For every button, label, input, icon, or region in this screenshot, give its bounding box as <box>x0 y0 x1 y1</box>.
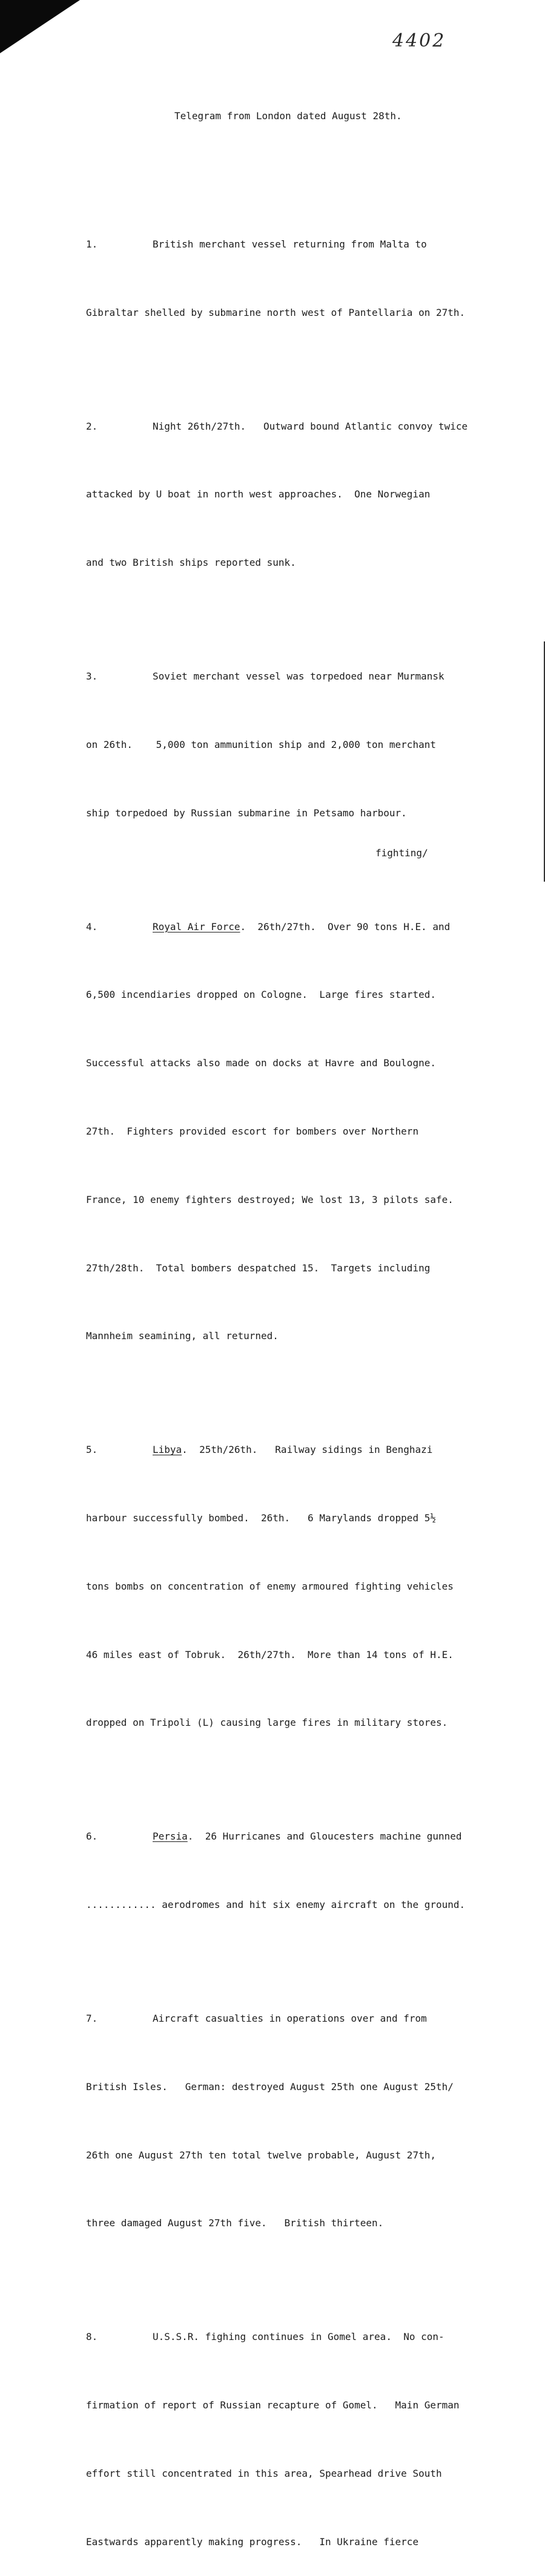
item-5-line-4: 46 miles east of Tobruk. 26th/27th. More than 14 tons of H.E. <box>86 1648 454 1660</box>
page-corner-shadow <box>0 0 80 53</box>
item-2-line-3: and two British ships reported sunk. <box>86 557 296 569</box>
item-5-line-2: harbour successfully bombed. 26th. 6 Marylands dropped 5½ <box>86 1512 436 1524</box>
item-4-line-1: 4. Royal Air Force. 26th/27th. Over 90 tons H.E. and <box>86 916 539 939</box>
item-4-line-2: 6,500 incendiaries dropped on Cologne. Large fires started. <box>86 989 436 1001</box>
item-1-line-1: 1. British merchant vessel returning from Malta to <box>86 233 539 256</box>
telegram-body <box>86 165 539 2576</box>
item-7-line-1: 7. Aircraft casualties in operations over and from <box>86 2007 539 2030</box>
item-3-line-2: on 26th. 5,000 ton ammunition ship and 2,000 ton merchant <box>86 738 436 750</box>
item-5-line-1: 5. Libya. 25th/26th. Railway sidings in Benghazi <box>86 1438 539 1461</box>
item-number: 2. <box>86 420 98 432</box>
item-7-line-4: three damaged August 27th five. British thirteen. <box>86 2217 384 2229</box>
section-heading-persia: Persia <box>153 1830 188 1843</box>
item-6-line-2: ............ aerodromes and hit six enemy aircraft on the ground. <box>86 1899 466 1911</box>
item-1-line-2: Gibraltar shelled by submarine north west of Pantellaria on 27th. <box>86 306 466 318</box>
document-title: Telegram from London dated August 28th. <box>174 110 402 122</box>
item-number: 8. <box>86 2331 98 2343</box>
item-number: 5. <box>86 1444 98 1456</box>
item-4-line-6: 27th/28th. Total bombers despatched 15. Targets including <box>86 1262 431 1274</box>
item-6-line-1: 6. Persia. 26 Hurricanes and Gloucesters machine gunned <box>86 1825 539 1848</box>
item-number: 6. <box>86 1830 98 1843</box>
item-4-line-7: Mannheim seamining, all returned. <box>86 1330 279 1342</box>
item-number: 1. <box>86 238 98 250</box>
item-number: 4. <box>86 920 98 932</box>
item-4-line-4: 27th. Fighters provided escort for bombers over Northern <box>86 1125 419 1137</box>
item-2-line-2: attacked by U boat in north west approaches. One Norwegian <box>86 488 431 500</box>
item-3-line-1: 3. Soviet merchant vessel was torpedoed near Murmansk <box>86 665 539 688</box>
item-8-line-2: firmation of report of Russian recapture of Gomel. Main German <box>86 2399 460 2411</box>
item-number: 3. <box>86 670 98 683</box>
item-2-line-1: 2. Night 26th/27th. Outward bound Atlantic convoy twice <box>86 415 539 438</box>
item-8-line-3: effort still concentrated in this area, Spearhead drive South <box>86 2467 442 2479</box>
section-heading-raf: Royal Air Force <box>153 920 240 932</box>
item-4-line-5: France, 10 enemy fighters destroyed; We lost 13, 3 pilots safe. <box>86 1193 454 1205</box>
item-number: 7. <box>86 2013 98 2025</box>
item-8-line-1: 8. U.S.S.R. fighing continues in Gomel area. No con- <box>86 2325 539 2348</box>
item-8-line-4: Eastwards apparently making progress. In Ukraine fierce <box>86 2535 419 2548</box>
item-7-line-2: British Isles. German: destroyed August 25th one August 25th/ <box>86 2080 454 2093</box>
handwritten-annotation: 4402 <box>392 30 446 51</box>
section-heading-libya: Libya <box>153 1444 182 1456</box>
item-3-line-3: ship torpedoed by Russian submarine in Petsamo harbour. <box>86 807 407 819</box>
item-5-line-3: tons bombs on concentration of enemy armoured fighting vehicles <box>86 1580 454 1592</box>
item-4-line-3: Successful attacks also made on docks at Havre and Boulogne. <box>86 1057 436 1069</box>
continuation-word: fighting/ <box>375 847 428 859</box>
item-5-line-5: dropped on Tripoli (L) causing large fires in military stores. <box>86 1717 448 1729</box>
item-7-line-3: 26th one August 27th ten total twelve probable, August 27th, <box>86 2149 436 2161</box>
